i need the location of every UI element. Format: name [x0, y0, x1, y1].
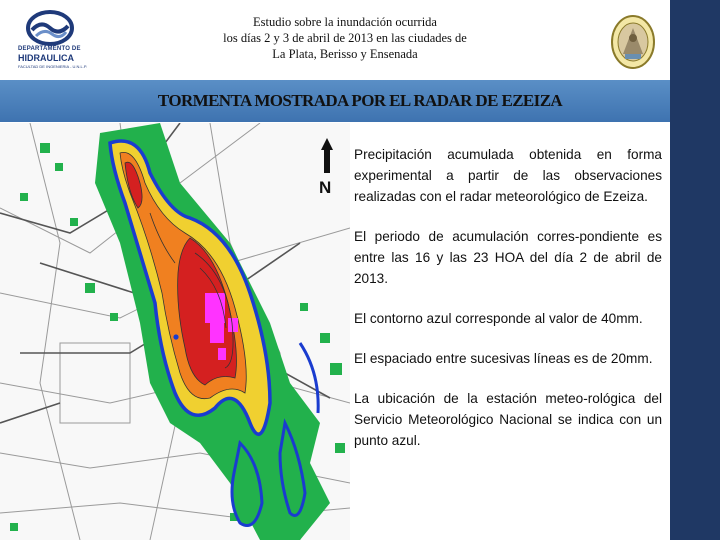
description-paragraph-4: El espaciado entre sucesivas líneas es de 20mm. [354, 351, 653, 366]
description-paragraph-1: Precipitación acumulada obtenida en forma experimental a partir de las observaciones realizadas con el radar meteorológico de Ezeiza. [354, 147, 662, 204]
department-logo [18, 8, 88, 69]
description-paragraph-5: La ubicación de la estación meteo-rológica del Servicio Meteorológico Nacional se indica con un punto azul. [354, 391, 662, 448]
title-line-2: los días 2 y 3 de abril de 2013 en las ciudades de [223, 31, 467, 45]
section-title: TORMENTA MOSTRADA POR EL RADAR DE EZEIZA [157, 91, 563, 110]
radar-map [0, 123, 350, 540]
right-decorative-stripe [670, 0, 720, 540]
north-label: N [319, 178, 332, 197]
title-line-3: La Plata, Berisso y Ensenada [272, 47, 418, 61]
document-title [150, 14, 540, 62]
title-line-1: Estudio sobre la inundación ocurrida [253, 15, 437, 29]
radar-precipitation-map [0, 123, 350, 540]
description-text [354, 144, 662, 470]
university-seal-icon [610, 14, 656, 70]
logo-line-1: DEPARTAMENTO DE [18, 46, 81, 52]
logo-line-3: FACULTAD DE INGENIERIA - U.N.L.P. [18, 64, 88, 69]
logo-line-2: HIDRAULICA [18, 53, 74, 63]
hydraulics-emblem-icon [26, 10, 74, 46]
description-paragraph-2: El periodo de acumulación corres-pondiente es entre las 16 y las 23 HOA del día 2 de abril de 2013. [354, 229, 662, 286]
description-paragraph-3: El contorno azul corresponde al valor de 40mm. [354, 311, 643, 326]
